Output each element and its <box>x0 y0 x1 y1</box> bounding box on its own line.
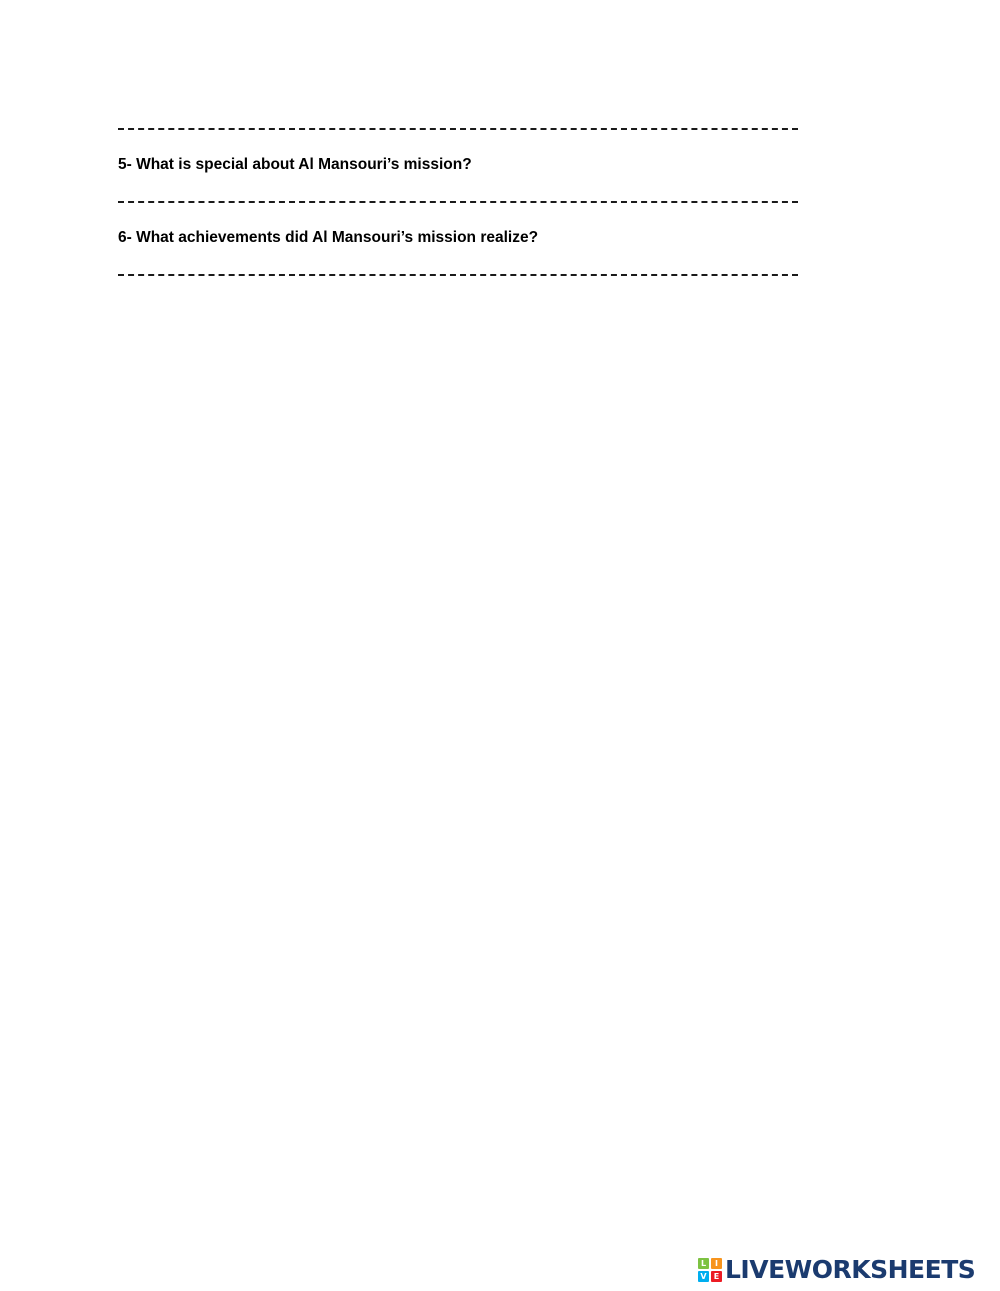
logo-blocks-icon <box>698 1258 722 1282</box>
answer-line-4[interactable] <box>118 128 798 130</box>
logo-text: LIVEWORKSHEETS <box>725 1255 976 1284</box>
logo-block-l: L <box>698 1258 709 1269</box>
answer-line-6[interactable] <box>118 274 798 276</box>
question-6: 6- What achievements did Al Mansouri’s mission realize? <box>118 229 539 246</box>
logo-block-i: I <box>711 1258 722 1269</box>
logo-block-e: E <box>711 1271 722 1282</box>
answer-line-5[interactable] <box>118 201 798 203</box>
liveworksheets-logo <box>698 1256 975 1284</box>
logo-block-v: V <box>698 1271 709 1282</box>
question-5: 5- What is special about Al Mansouri’s mission? <box>118 156 472 173</box>
